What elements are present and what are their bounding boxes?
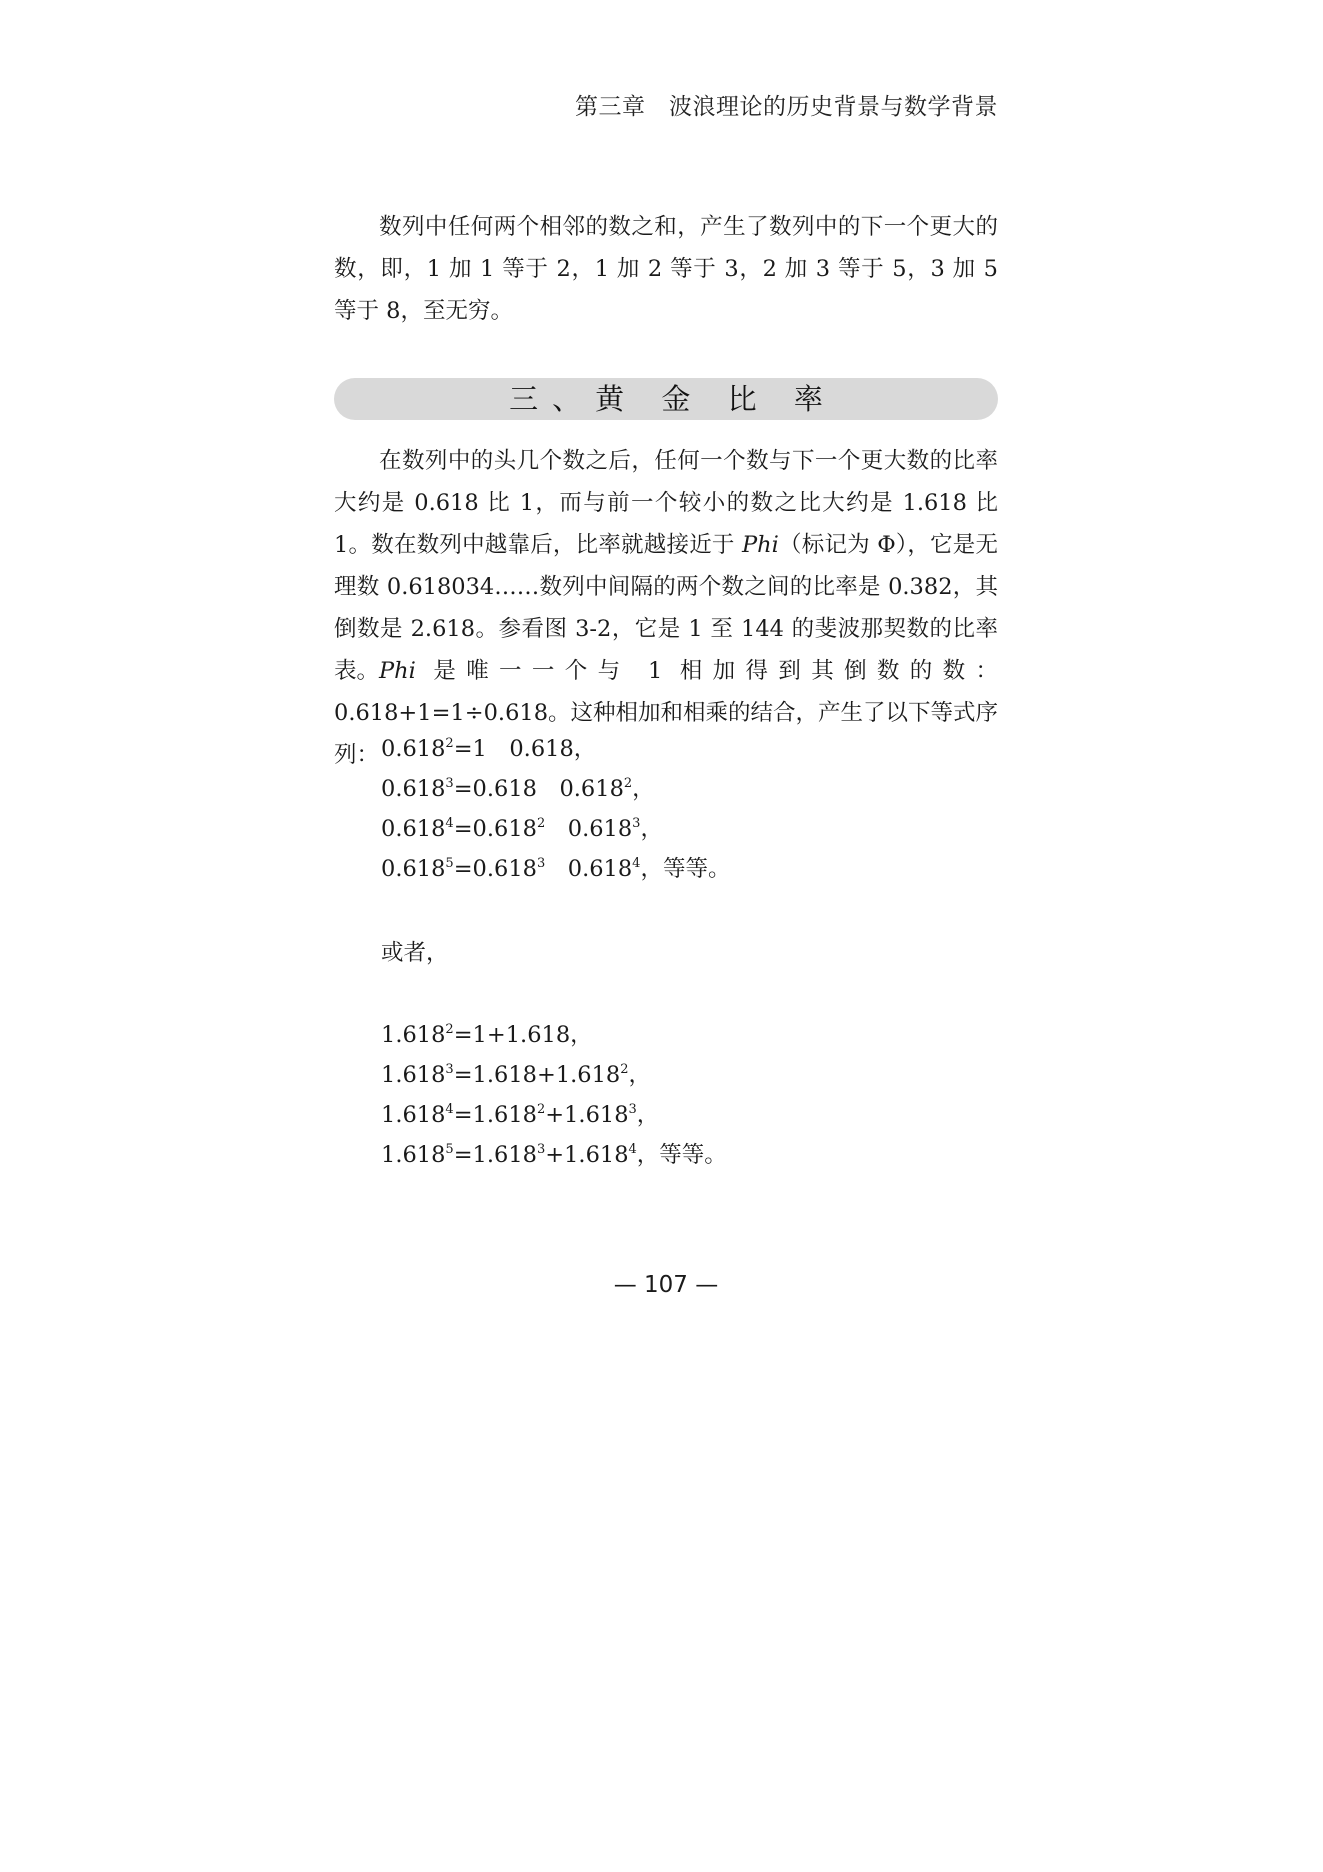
equation-term: 0.618 — [545, 856, 633, 882]
equation-term: =1 0.618， — [453, 736, 597, 762]
running-head: 第三章 波浪理论的历史背景与数学背景 — [575, 94, 998, 120]
equation-line — [381, 774, 655, 804]
equation-term: =1+1.618， — [453, 1022, 593, 1048]
equation-line — [381, 734, 596, 764]
equation-term: =1.618 — [453, 1142, 537, 1168]
equation-base: 0.618 — [381, 736, 446, 762]
equation-base: 1.618 — [381, 1102, 446, 1128]
equation-base: 0.618 — [381, 776, 446, 802]
equation-base: 1.618 — [381, 1142, 446, 1168]
equation-term: ，等等。 — [640, 856, 731, 882]
phi-term: Phi — [379, 658, 416, 684]
equation-base: 0.618 — [381, 816, 446, 842]
equation-exponent: 3 — [632, 816, 641, 831]
equation-exponent: 2 — [623, 776, 633, 791]
intro-paragraph: 数列中任何两个相邻的数之和，产生了数列中的下一个更大的数，即，1 加 1 等于 2，1 加 2 等于 3，2 加 3 等于 5，3 加 5 等于 8，至无穷。 — [334, 214, 998, 324]
equation-base: 1.618 — [381, 1062, 446, 1088]
equation-term: =0.618 — [453, 816, 537, 842]
page-number: — 107 — — [613, 1272, 719, 1298]
equation-term: ， — [632, 776, 655, 802]
equation-exponent: 2 — [445, 736, 454, 751]
equation-term: =1.618+1.618 — [453, 1062, 621, 1088]
paragraph-1-text: 在数列中的头几个数之后，任何一个数与下一个更大数的比率大约是 0.618 比 1，而与前一个较小的数之比大约是 1.618 比 1。数在数列中越靠后，比率就越接近于 — [334, 448, 998, 558]
equation-base: 0.618 — [381, 856, 446, 882]
equation-term: =0.618 0.618 — [453, 776, 624, 802]
equation-exponent: 5 — [445, 856, 454, 871]
equation-exponent: 4 — [445, 816, 454, 831]
equation-line — [381, 814, 663, 844]
equation-line — [381, 1020, 593, 1050]
equation-line — [381, 1100, 659, 1130]
equation-term: =0.618 — [453, 856, 537, 882]
equation-term: ， — [636, 1102, 660, 1128]
equation-term: +1.618 — [545, 1102, 629, 1128]
equation-exponent: 5 — [445, 1142, 454, 1157]
equation-exponent: 3 — [628, 1102, 637, 1117]
equation-exponent: 2 — [620, 1062, 629, 1077]
equation-exponent: 2 — [536, 816, 546, 831]
equation-term: ，等等。 — [636, 1142, 727, 1168]
equation-exponent: 3 — [445, 1062, 454, 1077]
equation-exponent: 4 — [628, 1142, 637, 1157]
equation-exponent: 3 — [536, 856, 546, 871]
equation-exponent: 2 — [445, 1022, 454, 1037]
or-text: 或者， — [381, 940, 449, 966]
paragraph-2-text: 是唯一一个与 1 相加得到其倒数的数：0.618+1=1÷0.618。这种相加和相乘的结合，产生了以下等式序列： — [334, 658, 999, 768]
equation-base: 1.618 — [381, 1022, 446, 1048]
equation-line — [381, 1060, 651, 1090]
equation-exponent: 4 — [445, 1102, 454, 1117]
equation-exponent: 3 — [536, 1142, 546, 1157]
equation-exponent: 2 — [536, 1102, 546, 1117]
equation-term: 0.618 — [545, 816, 633, 842]
section-title: 三、黄 金 比 率 — [509, 382, 837, 416]
equation-line — [381, 854, 730, 884]
equation-term: ， — [628, 1062, 652, 1088]
equation-line — [381, 1140, 727, 1170]
equation-exponent: 3 — [445, 776, 454, 791]
equation-term: ， — [640, 816, 663, 842]
section-heading-bar — [334, 378, 998, 420]
equation-term: +1.618 — [545, 1142, 629, 1168]
phi-term: Phi — [742, 532, 779, 558]
equation-exponent: 4 — [632, 856, 641, 871]
paragraph-1-tail: （标记为 Φ），它是无理数 0.618034……数列中间隔的两个数之间的比率是 0.382，其倒数是 2.618。参看图 3-2，它是 1 至 144 的斐波那契数的比率表。 — [334, 532, 998, 684]
equation-term: =1.618 — [453, 1102, 537, 1128]
